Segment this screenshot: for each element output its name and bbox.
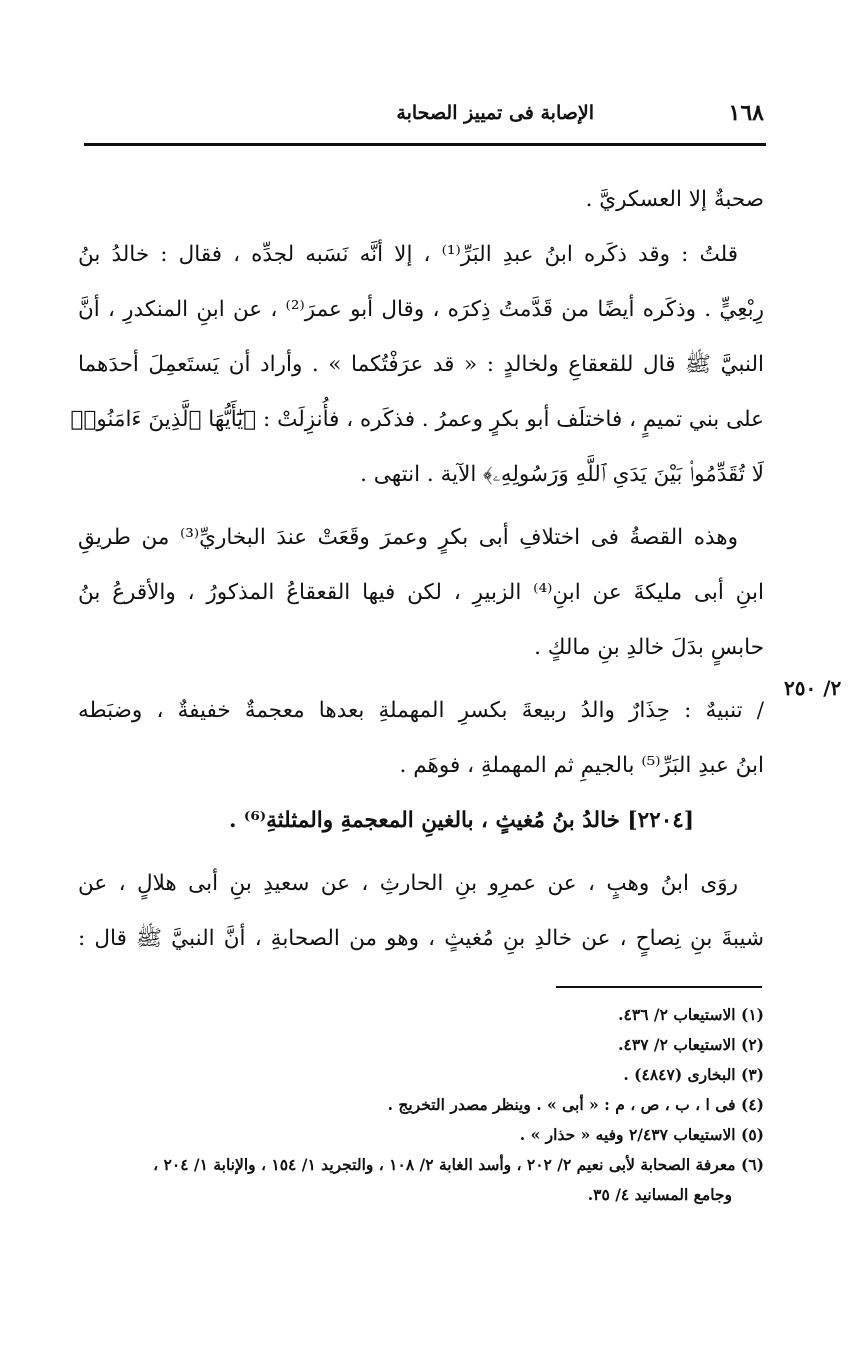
text-line: روَى ابنُ وهبٍ ، عن عمرِو بنِ الحارثِ ، عن سعيدِ بنِ أبى هلالٍ ، عن xyxy=(78,871,738,896)
footnote: (١) الاستيعاب ٢/ ٤٣٦. xyxy=(618,1005,764,1024)
text-line: على بني تميمٍ ، فاختلَف أبو بكرٍ وعمرُ . فذكَره ، فأُنزِلَتْ : ﴿يَٰٓأَيُّهَا ٱلَّذِينَ ءَامَنُوا۟ xyxy=(70,407,764,432)
margin-reference: ٢/ ٢٥٠ xyxy=(784,676,842,700)
text-line: النبيَّ ﷺ قال للقعقاعِ ولخالدٍ : « قد عرَفْتُكما » . وأراد أن يَستَعمِلَ أحدَهما xyxy=(78,352,764,377)
footnote: (٥) الاستيعاب ٢/٤٣٧ وفيه « حذار » . xyxy=(519,1125,764,1144)
entry-heading: [٢٢٠٤] خالدُ بنُ مُغيثٍ ، بالغينِ المعجمةِ والمثلثةِ⁽⁶⁾ . xyxy=(228,808,694,833)
text-line: وهذه القصةُ فى اختلافِ أبى بكرٍ وعمرَ وقَعَتْ عندَ البخاريِّ⁽³⁾ من طريقِ xyxy=(78,525,738,550)
text-line: ابنُ عبدِ البَرِّ⁽⁵⁾ بالجيمِ ثم المهملةِ ، فوهَم . xyxy=(399,753,764,778)
footnote: (٦) معرفة الصحابة لأبى نعيم ٢/ ٢٠٢ ، وأسد الغابة ٢/ ١٠٨ ، والتجريد ١/ ١٥٤ ، والإنابة ١/ ٢٠٤ ، xyxy=(153,1155,764,1174)
footnote-continuation: وجامع المسانيد ٤/ ٣٥. xyxy=(587,1185,732,1204)
text-line: شيبةَ بنِ نِصاحٍ ، عن خالدِ بنِ مُغيثٍ ، وهو من الصحابةِ ، أنَّ النبيَّ ﷺ قال : xyxy=(78,926,764,951)
footnote-rule xyxy=(556,986,762,988)
text-line: ابنِ أبى مليكةَ عن ابنِ⁽⁴⁾ الزبيرِ ، لكن فيها القعقاعُ المذكورُ ، والأقرعُ بنُ xyxy=(78,580,765,605)
footnote: (٤) فى ا ، ب ، ص ، م : « أبى » . وينظر مصدر التخريج . xyxy=(387,1095,764,1114)
footnotes xyxy=(72,1000,764,1210)
page-header xyxy=(84,92,764,138)
main-text xyxy=(70,172,765,966)
footnote: (٢) الاستيعاب ٢/ ٤٣٧. xyxy=(618,1035,764,1054)
text-line: صحبةٌ إلا العسكريَّ . xyxy=(585,187,764,212)
header-rule xyxy=(84,143,766,146)
footnote: (٣) البخارى (٤٨٤٧) . xyxy=(623,1065,764,1084)
text-line: لَا تُقَدِّمُوا۟ بَيْنَ يَدَىِ ٱللَّهِ وَرَسُولِهِۦ﴾ الآية . انتهى . xyxy=(360,462,764,487)
running-title: الإصابة فى تمييز الصحابة xyxy=(396,102,594,124)
text-line: / تنبيهٌ : حِذَارٌ والدُ ربيعةَ بكسرِ المهملةِ بعدها معجمةٌ خفيفةٌ ، وضبَطه xyxy=(78,698,764,723)
text-line: قلتُ : وقد ذكَره ابنُ عبدِ البَرِّ⁽¹⁾ ، إلا أنَّه نَسَبه لجدِّه ، فقال : خالدُ بنُ xyxy=(78,242,738,267)
page-number: ١٦٨ xyxy=(728,100,764,126)
text-line: حابسٍ بدَلَ خالدِ بنِ مالكٍ . xyxy=(534,635,764,660)
text-line: رِبْعِيٍّ . وذكَره أيضًا من قَدَّمتُ ذِكرَه ، وقال أبو عمرَ⁽²⁾ ، عن ابنِ المنكدرِ ، أنَّ xyxy=(78,297,764,322)
